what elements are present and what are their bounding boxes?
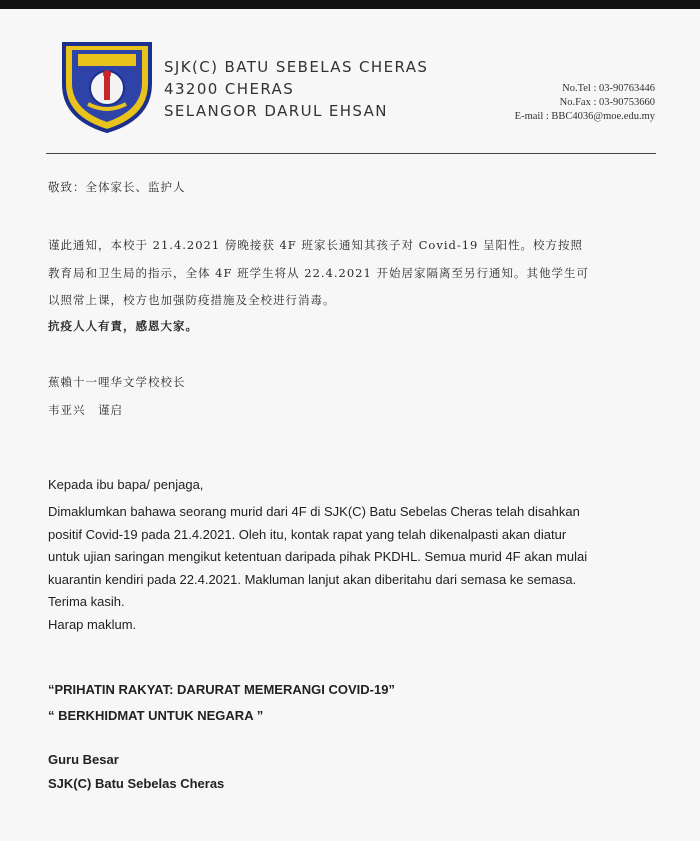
school-name: SJK(C) BATU SEBELAS CHERAS	[164, 58, 429, 76]
signoff-school: SJK(C) Batu Sebelas Cheras	[48, 776, 225, 791]
chinese-salutation: 敬致：全体家长、监护人	[48, 180, 186, 194]
school-crest-logo	[58, 38, 156, 134]
malay-body-line: positif Covid-19 pada 21.4.2021. Oleh itu, kontak rapat yang telah dikenalpasti akan diatur	[48, 526, 567, 542]
malay-slogan-2: “ BERKHIDMAT UNTUK NEGARA ”	[48, 708, 264, 723]
signoff-title: Guru Besar	[48, 752, 119, 767]
malay-slogan-1: “PRIHATIN RAKYAT: DARURAT MEMERANGI COVID-19”	[48, 682, 395, 697]
school-name-block	[164, 56, 428, 122]
contact-block	[480, 82, 655, 124]
email-address: E-mail : BBC4036@moe.edu.my	[514, 111, 655, 122]
chinese-body-line: 教育局和卫生局的指示，全体 4F 班学生将从 22.4.2021 开始居家隔离至另行通知。其他学生可	[48, 265, 589, 280]
malay-body	[48, 501, 660, 637]
top-border	[0, 0, 700, 9]
chinese-body	[48, 232, 589, 315]
tel-number: No.Tel : 03-90763446	[562, 83, 655, 94]
chinese-signoff-title: 蕉賴十一哩华文学校校长	[48, 375, 186, 389]
school-postcode-city: 43200 CHERAS	[164, 80, 295, 98]
chinese-body-line: 谨此通知，本校于 21.4.2021 傍晚接获 4F 班家长通知其孩子对 Covid-19 呈阳性。校方按照	[48, 238, 584, 252]
malay-salutation: Kepada ibu bapa/ penjaga,	[48, 477, 204, 492]
malay-body-line: kuarantin kendiri pada 22.4.2021. Makluman lanjut akan diberitahu dari semasa ke semasa.	[48, 571, 577, 587]
malay-body-line: untuk ujian saringan mengikut ketentuan daripada pihak PKDHL. Semua murid 4F akan mulai	[48, 549, 588, 565]
chinese-signoff-name: 韦亚兴 谨启	[48, 403, 123, 417]
chinese-slogan: 抗疫人人有責，感恩大家。	[48, 319, 198, 333]
school-state: SELANGOR DARUL EHSAN	[164, 102, 388, 120]
malay-body-line: Dimaklumkan bahawa seorang murid dari 4F di SJK(C) Batu Sebelas Cheras telah disahkan	[48, 504, 580, 519]
chinese-body-line: 以照常上课，校方也加强防疫措施及全校进行消毒。	[48, 293, 336, 307]
malay-body-line: Terima kasih.	[48, 594, 125, 610]
fax-number: No.Fax : 03-90753660	[559, 97, 655, 108]
malay-body-line: Harap maklum.	[48, 616, 137, 632]
letterhead-divider	[46, 153, 656, 154]
